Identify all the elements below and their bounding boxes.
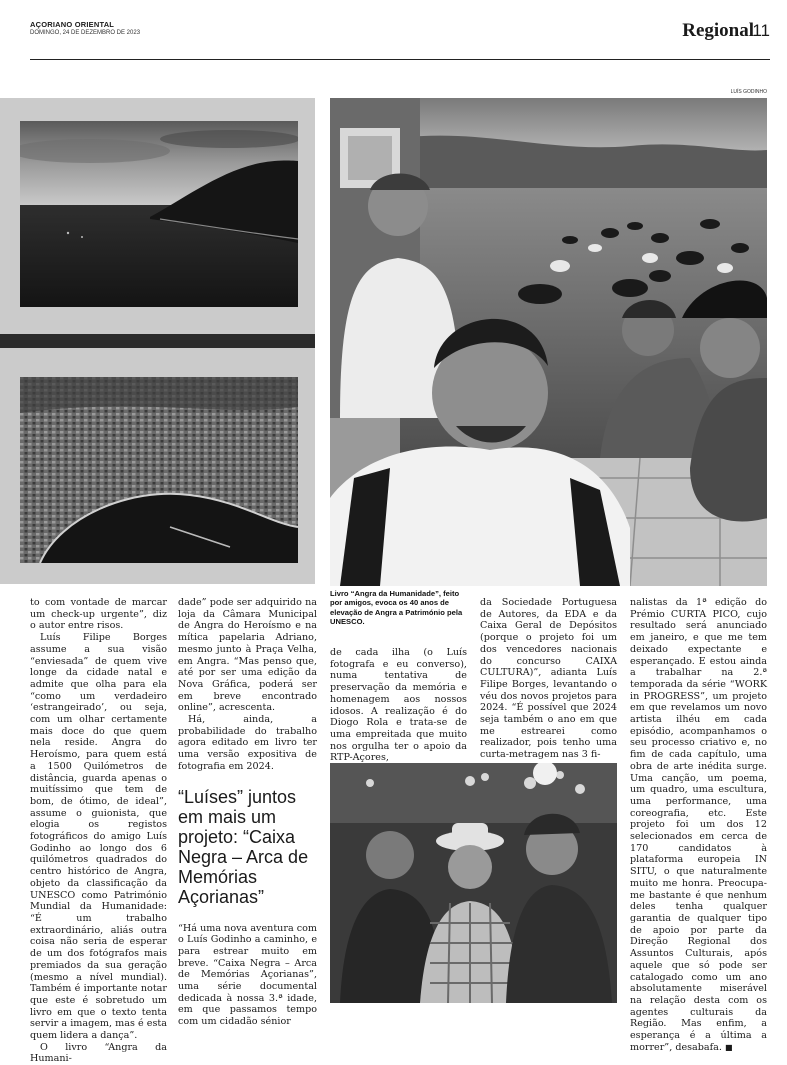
article-column-1 bbox=[30, 597, 167, 1065]
masthead-rule bbox=[30, 59, 770, 60]
article-paragraph: dade” pode ser adquirido na loja da Câmara Municipal de Angra do Heroísmo e na mítica papelaria Adriano, mesmo junto à Praça Velha, em Angra. “Mas penso que, até por ser uma edição da Nova Gráfica, poderá ser em breve encontrado online”, acrescenta. bbox=[178, 597, 317, 714]
island-cliff-photo bbox=[20, 121, 298, 307]
subheadline: “Luíses” juntos em mais um projeto: “Caixa Negra – Arca de Memórias Açorianas” bbox=[178, 786, 309, 907]
masthead bbox=[30, 20, 770, 60]
section-title: Regional bbox=[682, 20, 754, 41]
publication-date: DOMINGO, 24 DE DEZEMBRO DE 2023 bbox=[30, 30, 141, 36]
end-mark: ■ bbox=[725, 1042, 733, 1052]
article-paragraph: da Sociedade Portuguesa de Autores, da EDA e da Caixa Geral de Depósitos (porque o projeto foi um dos vencedores nacionais do concurso CAIXA CULTURA)”, adianta Luís Filipe Borges, levantando o véu dos novos projetos para 2024. “É possível que 2024 seja também o ano em que me estrearei como realizador, pois tenho uma curta-metragem nas 3 fi- bbox=[480, 597, 617, 761]
panel-divider-bar bbox=[0, 334, 315, 348]
article-column-2 bbox=[178, 597, 317, 1028]
article-column-4 bbox=[480, 597, 617, 761]
article-column-3 bbox=[330, 647, 467, 764]
publication-name: AÇORIANO ORIENTAL bbox=[30, 20, 115, 29]
article-paragraph: to com vontade de marcar um check-up urgente”, diz o autor entre risos. bbox=[30, 597, 167, 632]
photo-caption: Livro “Angra da Humanidade”, feito por amigos, evoca os 40 anos de elevação de Angra a Património pela UNESCO. bbox=[330, 589, 463, 627]
page-number: 11 bbox=[752, 21, 770, 40]
group-in-cellar-photo bbox=[330, 763, 617, 1003]
article-text: nalistas da 1ª edição do Prémio CURTA PICO, cujo resultado será anunciado em janeiro, e que me tem deixado expectante e esperançado. E estou ainda a trabalhar na 2.ª temporada da série “WORK in PROGRESS”, um projeto em que revelamos um novo artista ilhéu em cada episódio, acompanhamos o seu processo criativo e, no fim de cada capítulo, uma obra de arte inédita surge. Uma canção, um poema, um quadro, uma escultura, uma performance, uma coreografia, etc. Este projeto foi um dos 12 selecionados em cerca de 170 candidatos à plataforma europeia IN SITU, o que naturalmente muito me honra. Preocupa-me bastante é que nenhum deles tenha qualquer garantia de qualquer tipo de apoio por parte da Direção Regional dos Assuntos Culturais, após aquele que só pode ser catalogado como um ano absolutamente miserável na relação desta com os agentes culturais da Região. Mas enfim, a esperança é a última a morrer”, desabafa. bbox=[630, 597, 767, 1053]
aerial-city-photo bbox=[20, 377, 298, 563]
photo-credit: LUÍS GODINHO bbox=[730, 89, 767, 95]
article-paragraph: de cada ilha (o Luís fotografa e eu converso), numa tentativa de preservação da memória e homenagem aos nossos idosos. A realização é do Diogo Rola e trata-se de uma empreitada que muito nos orgulha ter o apoio da RTP-Açores, bbox=[330, 647, 467, 764]
article-column-5 bbox=[630, 597, 767, 1053]
article-paragraph: “Há uma nova aventura com o Luís Godinho a caminho, e para estrear muito em breve. “Caixa Negra – Arca de Memórias Açorianas”, uma série documental dedicada à nossa 3.ª idade, em que passamos tempo com um cidadão sénior bbox=[178, 922, 317, 1028]
article-paragraph bbox=[630, 597, 767, 1053]
article-paragraph: Há, ainda, a probabilidade do trabalho agora editado em livro ter uma versão expositiva de fotografia em 2024. bbox=[178, 714, 317, 772]
selfie-with-cows-photo bbox=[330, 98, 767, 586]
article-paragraph: Luís Filipe Borges assume a sua visão “enviesada” de quem vive longe da cidade natal e admite que olha para ela “como um verdadeiro ‘estrangeirado’, ou seja, com um olhar certamente mais doce do que quem nela reside. Angra do Heroísmo, para quem está a 1500 Quilómetros de distância, guarda apenas o muitíssimo que tem de bom, de ótimo, de ideal”, assume o guionista, que elogia os registos fotográficos do amigo Luís Godinho ao longo dos 6 quilómetros quadrados do centro histórico de Angra, objeto da classificação da UNESCO como Património Mundial da Humanidade: “É um trabalho extraordinário, aliás outra coisa não seria de esperar de um dos fotógrafos mais premiados da sua geração (mesmo a nível mundial). Também é importante notar que este é sobretudo um livro em que o texto tenta servir a imagem, mas é esta quem lidera a dança”. bbox=[30, 632, 167, 1042]
article-paragraph: O livro “Angra da Humani- bbox=[30, 1041, 167, 1065]
